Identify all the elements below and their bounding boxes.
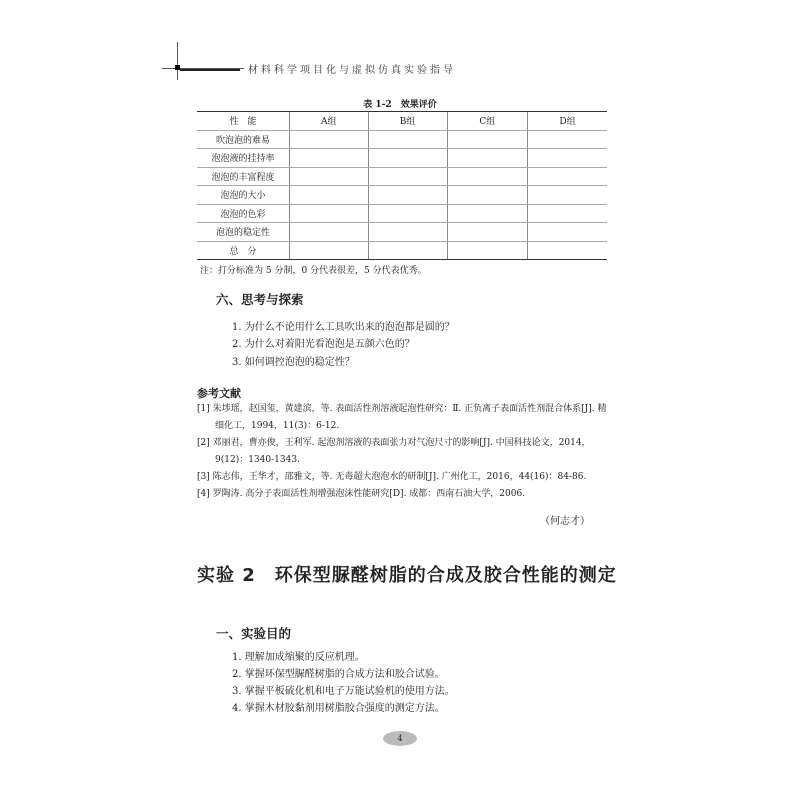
reference-item: [3] 陈志伟，王华才，邵雅文，等. 无毒超大泡泡水的研制[J]. 广州化工，2016，44(16)：84-86. — [197, 472, 587, 482]
evaluation-table — [197, 111, 607, 260]
author: （何志才） — [540, 516, 590, 527]
page-number: 4 — [383, 731, 417, 746]
column-header: B组 — [368, 112, 447, 131]
row-label: 泡泡的丰富程度 — [197, 167, 290, 186]
reference-item: [2] 邓丽君，曹亦俊，王利军. 起泡剂溶液的表面张力对气泡尺寸的影响[J]. 中国科技论文，2014，9(12)：1340-1343. — [197, 438, 591, 465]
question: 1. 为什么不论用什么工具吹出来的泡泡都是圆的？ — [232, 322, 455, 333]
reference-item: [4] 罗陶涛. 高分子表面活性剂增强泡沫性能研究[D]. 成都：西南石油大学，2006. — [197, 489, 526, 499]
header-rule — [180, 69, 240, 71]
table-row — [197, 204, 607, 223]
reference-list — [197, 401, 607, 503]
column-header: 性 能 — [197, 112, 290, 131]
objective: 2. 掌握环保型脲醛树脂的合成方法和胶合试验。 — [232, 669, 445, 680]
row-label: 总 分 — [197, 241, 290, 260]
objective: 4. 掌握木材胶黏剂用树脂胶合强度的测定方法。 — [232, 703, 445, 714]
row-label: 泡泡的色彩 — [197, 204, 290, 223]
table-row — [197, 149, 607, 168]
crop-mark — [177, 42, 178, 80]
running-header: 材料科学项目化与虚拟仿真实验指导 — [248, 65, 456, 76]
column-header: D组 — [527, 112, 607, 131]
table-row — [197, 186, 607, 205]
objective: 3. 掌握平板硫化机和电子万能试验机的使用方法。 — [232, 686, 455, 697]
section-heading: 六、思考与探索 — [216, 292, 304, 307]
section-heading: 一、实验目的 — [216, 626, 292, 641]
table-caption: 表 1-2 效果评价 — [363, 100, 437, 110]
row-label: 吹泡泡的难易 — [197, 130, 290, 149]
table-header-row — [197, 112, 607, 131]
table-row — [197, 241, 607, 260]
row-label: 泡泡的稳定性 — [197, 223, 290, 242]
row-label: 泡泡的大小 — [197, 186, 290, 205]
table-row — [197, 223, 607, 242]
table-row — [197, 167, 607, 186]
reference-item: [1] 朱埗瑶，赵国玺，黄建滨，等. 表面活性剂溶液起泡性研究：Ⅱ. 正负离子表面活性剂混合体系[J]. 精细化工，1994，11(3)：6-12. — [197, 404, 607, 431]
crop-mark-dot — [175, 65, 180, 70]
question: 3. 如何调控泡泡的稳定性？ — [232, 357, 355, 368]
experiment-title: 实验 2 环保型脲醛树脂的合成及胶合性能的测定 — [197, 565, 617, 586]
column-header: A组 — [290, 112, 369, 131]
question: 2. 为什么对着阳光看泡泡是五颜六色的？ — [232, 339, 415, 350]
references-heading: 参考文献 — [197, 387, 241, 400]
table-note: 注：打分标准为 5 分制，0 分代表很差，5 分代表优秀。 — [200, 266, 427, 276]
row-label: 泡泡液的挂持率 — [197, 149, 290, 168]
table-row — [197, 130, 607, 149]
column-header: C组 — [447, 112, 527, 131]
objective: 1. 理解加成缩聚的反应机理。 — [232, 652, 365, 663]
